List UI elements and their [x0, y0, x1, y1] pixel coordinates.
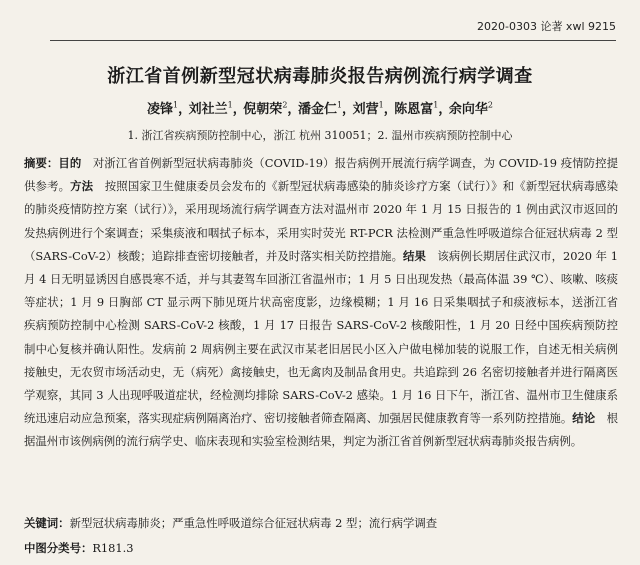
objective-text: 对浙江省首例新型冠状病毒肺炎（COVID-19）报告病例开展流行病学调查，为 COVID-19 疫情防控提供参考。: [24, 156, 618, 194]
author-3: [243, 102, 287, 117]
clc-label: 中图分类号：: [24, 541, 93, 555]
author-name: 陈恩富: [394, 102, 434, 117]
conclusion-text: 根据温州市该例病例的流行病学史、临床表现和实验室检测结果，判定为浙江省首例新型冠状病毒肺炎报告病例。: [24, 411, 618, 449]
keywords-text: 新型冠状病毒肺炎；严重急性呼吸道综合征冠状病毒 2 型；流行病学调查: [69, 516, 438, 530]
author-affil-marker: 2: [487, 100, 493, 110]
author-7: [449, 102, 493, 117]
author-5: [353, 102, 384, 117]
author-name: 倪朝荣: [243, 102, 283, 117]
author-1: [147, 102, 178, 117]
classification-number: [24, 538, 134, 558]
author-name: 潘金仁: [297, 102, 337, 117]
author-name: 凌锋: [147, 102, 174, 117]
keywords-label: 关键词：: [24, 516, 70, 530]
affiliations: 1. 浙江省疾病预防控制中心，浙江 杭州 310051；2. 温州市疾病预防控制中心: [127, 129, 513, 142]
author-affil-marker: 1: [433, 100, 439, 110]
method-text: 按照国家卫生健康委员会发布的《新型冠状病毒感染的肺炎诊疗方案（试行）》和《新型冠状病毒感染的肺炎疫情防控方案（试行）》，采用现场流行病学调查方法对温州市 2020 年 1 月 15 日报告的 1 例由武汉市返回的发热病例进行个案调查；采集痰液和咽拭子标本，采用实时荧光 RT-PCR 法检测严重急性呼吸道综合征冠状病毒 2 型（SARS-CoV-2）核酸；追踪排查密切接触者，并及时落实相关防控措施。: [24, 179, 618, 263]
author-name: 刘社兰: [188, 102, 228, 117]
keywords: [24, 513, 618, 533]
author-name: 余向华: [448, 102, 488, 117]
author-affil-marker: 1: [336, 100, 343, 110]
conclusion-label: 结论: [572, 411, 596, 426]
header-rule: [50, 40, 616, 41]
abstract-label: 摘要：: [24, 156, 59, 170]
author-list: 凌锋$^1$， 刘社兰$^1$， 倪朝荣$^2$， 潘金仁$^1$， 刘营$^1$， 陈恩富$^1$， 余向华$^2$: [147, 100, 493, 117]
abstract: [24, 152, 618, 454]
result-label: 结果: [403, 248, 426, 263]
author-6: [394, 102, 438, 117]
author-affil-marker: 2: [282, 100, 288, 110]
method-label: 方法: [70, 179, 94, 194]
clc-text: R181.3: [92, 541, 134, 555]
author-affil-marker: 1: [227, 100, 233, 110]
objective-label: 目的: [58, 156, 82, 170]
result-text: 该病例长期居住武汉市，2020 年 1 月 4 日无明显诱因自感畏寒不适，并与其妻驾车回浙江省温州市；1 月 5 日出现发热（最高体温 39 ℃）、咳嗽、咳痰等症状；1 月 9 日胸部 CT 显示两下肺见斑片状高密度影，边缘模糊；1 月 16 日采集咽拭子和痰液标本，送浙江省疾病预防控制中心检测 SARS-CoV-2 核酸，1 月 17 日报告 SARS-CoV-2 核酸阳性，1 月 20 日经中国疾病预防控制中心复核并确认阳性。发病前 2 周病例主要在武汉市某老旧居民小区入户做电梯加装的说服工作，自述无相关病例接触史，无农贸市场活动史，无（病死）禽接触史，也无禽肉及制品食用史。共追踪到 26 名密切接触者并进行隔离医学观察，其同 3 人出现呼吸道症状，经检测均排除 SARS-CoV-2 感染。1 月 16 日下午，浙江省、温州市卫生健康系统迅速启动应急预案，落实现症病例隔离治疗、密切接触者筛查隔离、加强居民健康教育等一系列防控措施。: [24, 248, 618, 426]
author-2: [189, 102, 233, 117]
author-affil-marker: 1: [173, 100, 179, 110]
document-code: 2020-0303 论著 xwl 9215: [476, 20, 616, 33]
author-affil-marker: 1: [378, 100, 384, 110]
author-4: [298, 102, 342, 117]
author-name: 刘营: [352, 102, 379, 117]
paper-title: 浙江省首例新型冠状病毒肺炎报告病例流行病学调查: [107, 66, 533, 87]
